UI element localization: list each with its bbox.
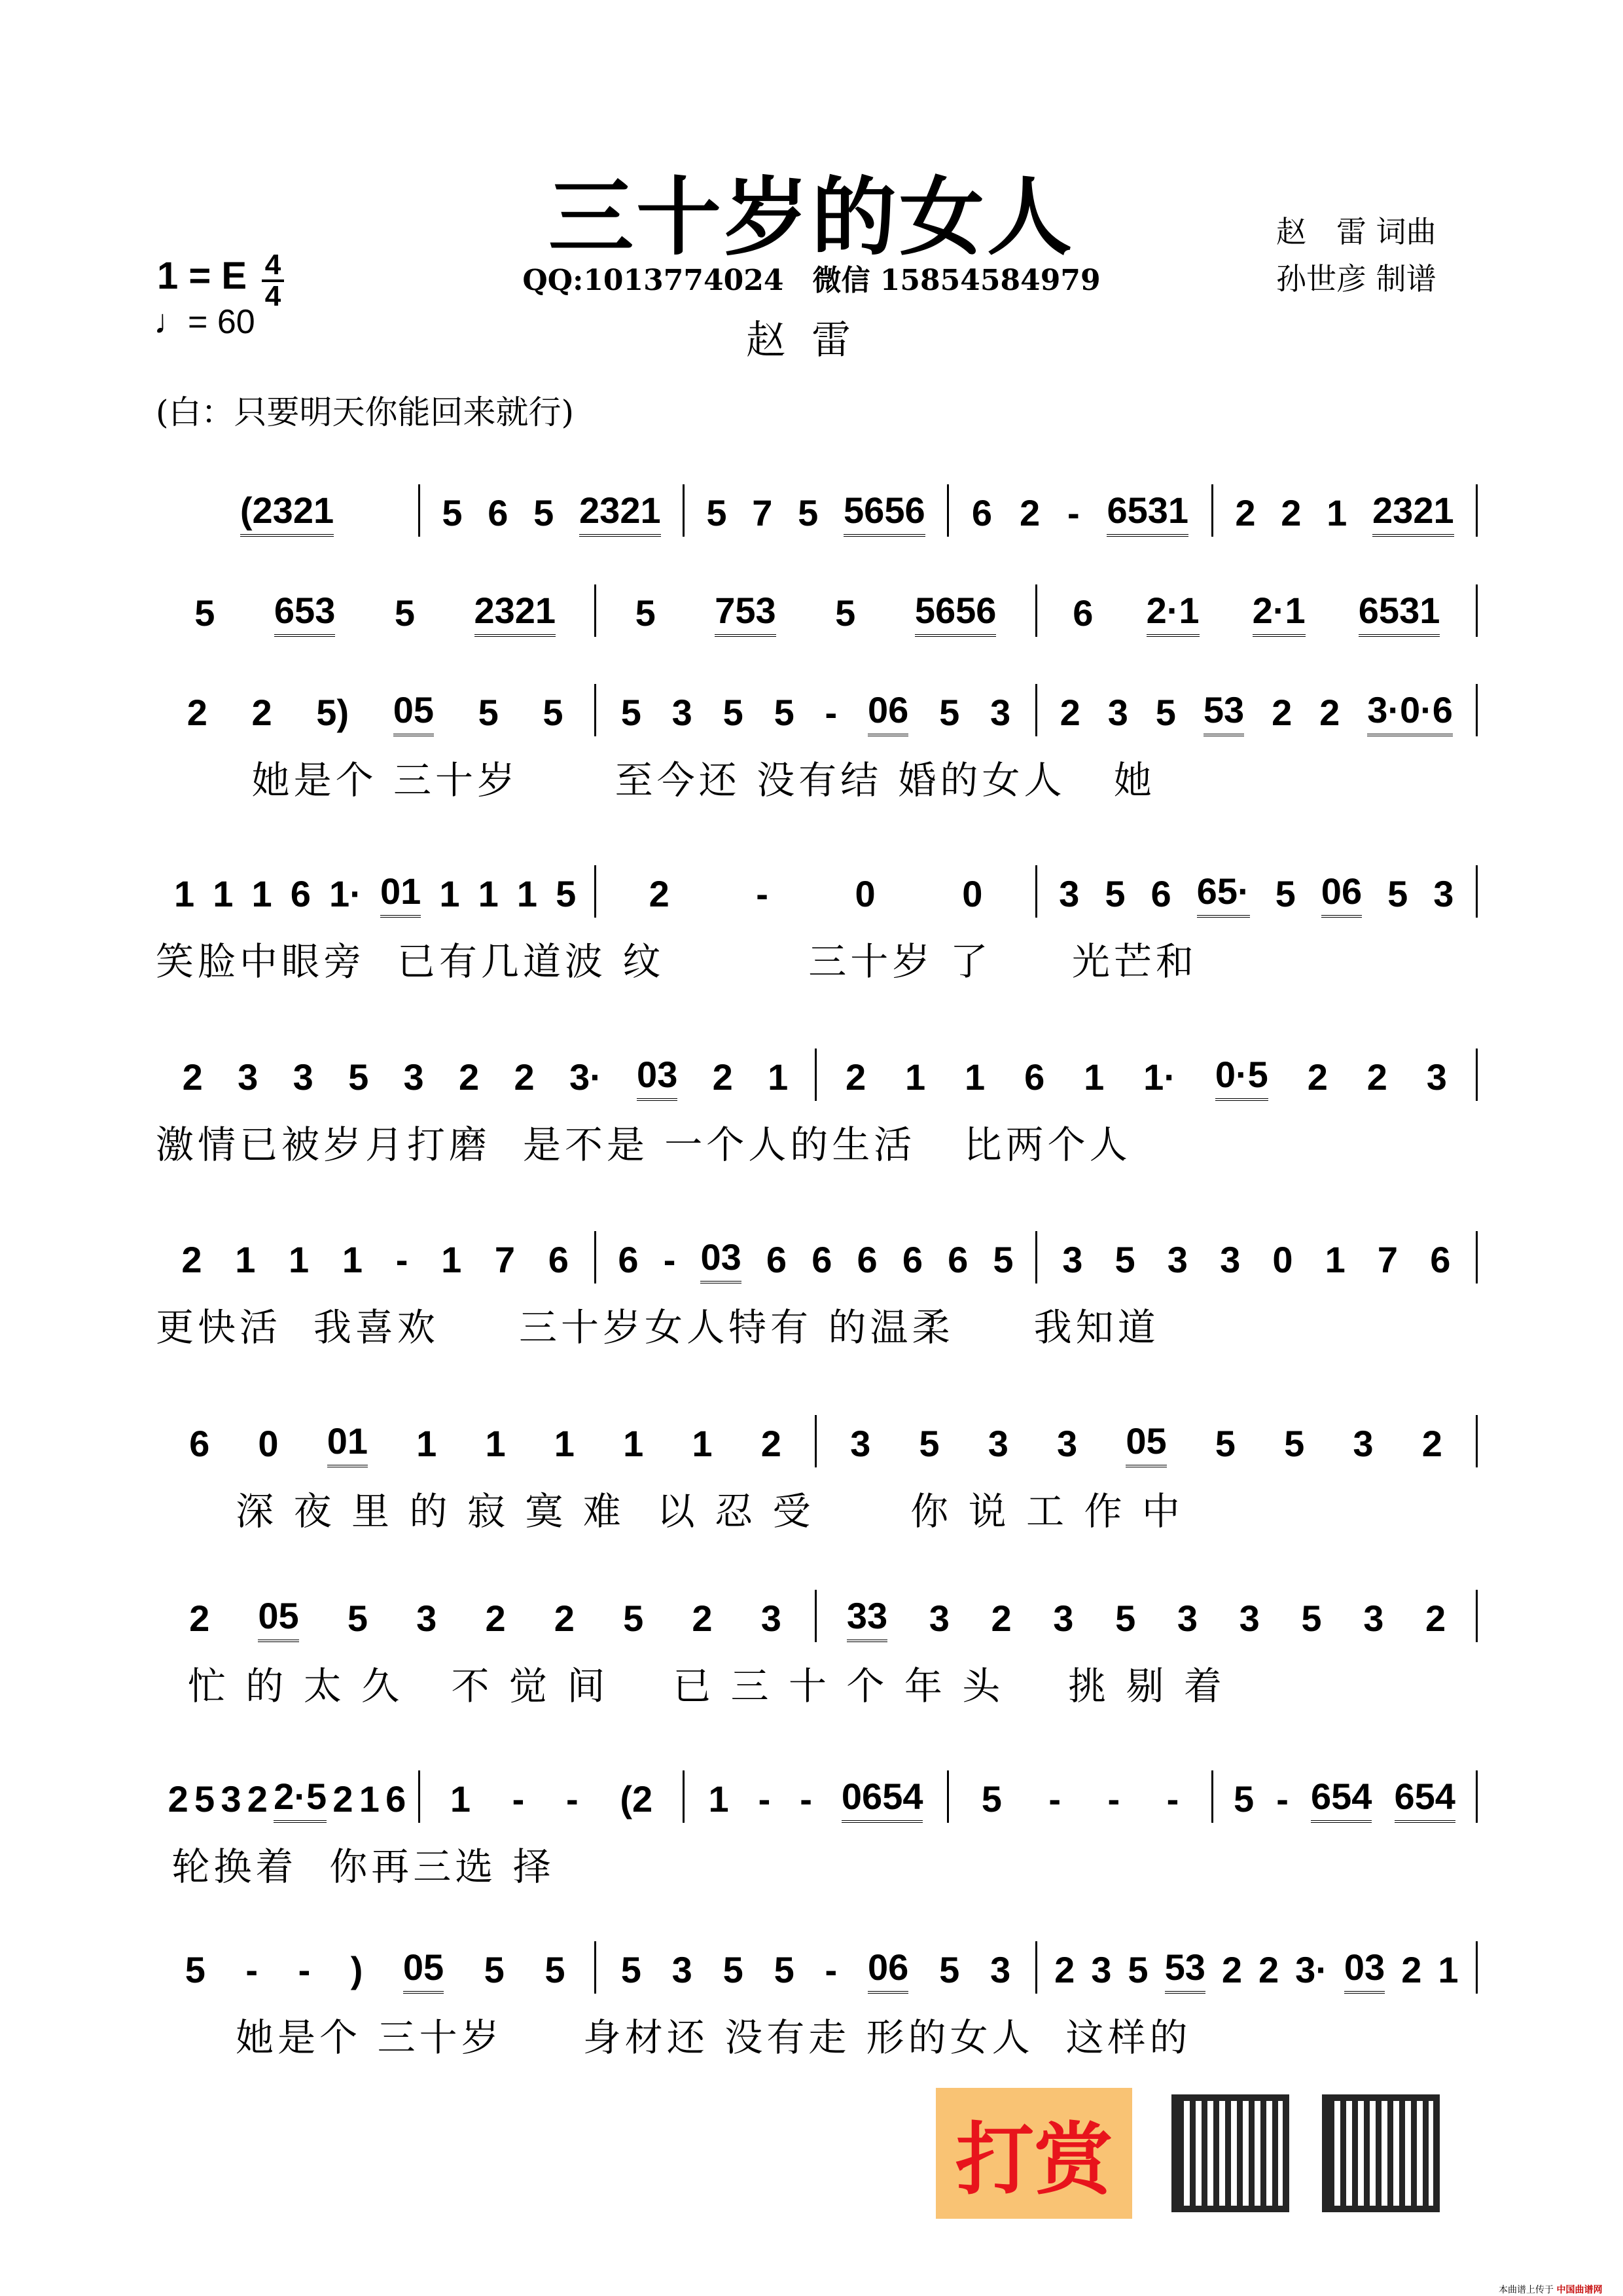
measure [156,584,596,637]
note: 5 [939,692,960,733]
note: 5 [623,1598,644,1639]
note: 3·0·6 [1367,689,1453,736]
note: 2 [712,1056,733,1098]
note: 2 [1235,492,1256,533]
measure [596,584,1037,637]
note: 2 [459,1056,480,1098]
note: - [1048,1778,1061,1820]
song-title: 三十岁的女人 [548,167,1075,267]
note: 01 [327,1420,368,1467]
note: - [758,1778,771,1820]
note: 1 [623,1423,644,1464]
note: 2 [1272,692,1293,733]
reward-button[interactable]: 打赏 [936,2088,1132,2219]
note: 5 [484,1949,505,1990]
measure [1037,1941,1478,1994]
note: 2 [991,1598,1012,1639]
measure [420,484,685,537]
measure [685,484,949,537]
note: 3· [569,1056,602,1098]
note: 6 [971,492,993,533]
note: 5 [543,692,563,733]
measure [156,1590,817,1642]
note: 6 [902,1239,923,1280]
note: 6 [1150,873,1171,914]
note: 6 [548,1239,569,1280]
measure [156,1049,817,1101]
note: 5 [544,1949,565,1990]
lyric-line: 更快活 我喜欢 三十岁女人特有 的温柔 我知道 [156,1305,1160,1350]
time-signature-bottom: 4 [264,280,281,312]
note: 3 [1057,1423,1078,1464]
note: 5 [919,1423,940,1464]
note: 2 [1307,1056,1328,1098]
note: 3 [1177,1598,1198,1639]
note: 6 [189,1423,210,1464]
note: 653 [274,589,335,637]
measure [1037,865,1478,918]
key-signature: 1 = E [157,255,247,297]
note: 1· [1143,1056,1176,1098]
transcriber: 孙世彦 制谱 [1276,261,1436,296]
note: 2 [514,1056,535,1098]
note: 5 [194,592,215,634]
note: 3 [1353,1423,1374,1464]
measure [156,865,596,918]
note: - [800,1778,812,1820]
note: 05 [403,1946,444,1994]
note: 06 [868,1946,908,1994]
note: 5 [620,692,641,733]
note: 5 [1155,692,1176,733]
note: 2 [247,1778,268,1820]
note: 2 [1019,492,1041,533]
measure [817,1415,1478,1467]
note: 2 [1258,1949,1279,1990]
measure [156,484,420,537]
lyric-line: 深 夜 里 的 寂 寞 难 以 忍 受 你 说 工 作 中 [156,1489,1184,1534]
note: 05 [393,689,434,736]
spoken-intro: (白：只要明天你能回来就行) [156,393,575,431]
note: 2 [1281,492,1302,533]
time-signature-top: 4 [264,249,281,281]
note: (2 [620,1778,653,1820]
lyric-line: 她是个 三十岁 至今还 没有结 婚的女人 她 [156,758,1156,802]
note: 1 [441,1239,462,1280]
note: 5 [620,1949,641,1990]
measure [949,484,1213,537]
note: 3 [1167,1239,1188,1280]
note: 0 [258,1423,279,1464]
note: 5 [939,1949,960,1990]
note: 5 [533,492,554,533]
note: 2 [1401,1949,1422,1990]
note: 2 [181,1239,202,1280]
measure [596,1941,1037,1994]
note: (2321 [240,489,334,537]
note: 6 [290,873,311,914]
note: 5 [1115,1239,1135,1280]
note: 5656 [915,589,997,637]
note: 654 [1311,1775,1372,1823]
note: 6 [857,1239,878,1280]
measure [596,865,1037,918]
note: 6 [766,1239,787,1280]
note: 5 [1105,873,1126,914]
note: 06 [1321,870,1362,918]
note: 03 [1344,1946,1385,1994]
lyric-line: 轮换着 你再三选 择 [156,1844,555,1889]
measure [156,1231,596,1283]
contact-info: QQ:1013774024 微信 15854584979 [522,264,1101,297]
note: 2 [251,692,272,733]
note: 3 [1059,873,1080,914]
note: 2 [189,1598,210,1639]
measure [156,1415,817,1467]
note: 3 [293,1056,313,1098]
note: 3 [850,1423,871,1464]
note: 5 [722,692,743,733]
note: 1 [692,1423,713,1464]
note: - [512,1778,525,1820]
note: 2·5 [274,1775,327,1823]
note: 3 [929,1598,950,1639]
note: 1 [342,1239,363,1280]
note: - [395,1239,408,1280]
note: 5 [556,873,577,914]
note: 5 [347,1598,368,1639]
note: 3 [1426,1056,1447,1098]
measure [1037,584,1478,637]
note: 5 [635,592,656,634]
note: 5 [1215,1423,1236,1464]
note: 1 [554,1423,575,1464]
note: 7 [494,1239,516,1280]
note: 2 [187,692,207,733]
lyric-line: 激情已被岁月打磨 是不是 一个人的生活 比两个人 [156,1122,1132,1167]
measure [596,684,1037,736]
upload-note-text: 本曲谱上传于 [1499,2285,1554,2295]
staff-line [156,1590,1478,1642]
note: 53 [1204,689,1244,736]
site-logo[interactable]: 中国曲谱网 [1556,2285,1603,2295]
note: 65· [1197,870,1250,918]
note: 5 [194,1778,215,1820]
note: 3 [990,692,1011,733]
note: 0 [855,873,876,914]
note: 7 [1377,1239,1399,1280]
note: 2 [649,873,669,914]
note: 1 [1438,1949,1459,1990]
note: 5 [706,492,727,533]
note: 06 [868,689,908,736]
note: 3 [988,1423,1008,1464]
staff-line [156,684,1478,736]
note: 2321 [1372,489,1454,537]
note: 6 [948,1239,969,1280]
note: 1 [359,1778,380,1820]
staff-line [156,1231,1478,1283]
note: 1 [1325,1239,1346,1280]
measure [949,1770,1213,1823]
note: 2 [332,1778,353,1820]
note: 2 [485,1598,506,1639]
note: 1 [965,1056,986,1098]
note: 2 [1060,692,1080,733]
note: 5 [993,1239,1014,1280]
note: - [663,1239,676,1280]
note: - [756,873,768,914]
staff-line [156,1941,1478,1994]
note: - [1166,1778,1179,1820]
note: 0654 [842,1775,923,1823]
note: 6 [1024,1056,1045,1098]
note: 2 [845,1056,866,1098]
note: 2 [1366,1056,1387,1098]
singer-name: 赵雷 [746,317,877,363]
note: - [1107,1778,1120,1820]
note: 1· [329,873,362,914]
note: 5 [722,1949,743,1990]
measure [1213,1770,1478,1823]
measure [156,1770,420,1823]
note: 2 [760,1423,781,1464]
note: 5 [1387,873,1408,914]
note: 3 [403,1056,424,1098]
note: 01 [380,870,421,918]
note: 1 [416,1423,437,1464]
note: 2 [1054,1949,1075,1990]
note: 1 [708,1778,729,1820]
upload-note [1499,2283,1602,2296]
lyricist-composer: 赵 雷 词曲 [1276,214,1436,249]
note: 5) [316,692,349,733]
note: 5656 [844,489,925,537]
staff-line [156,865,1478,918]
note: 2 [182,1056,203,1098]
measure [685,1770,949,1823]
note: 5 [478,692,499,733]
note: 3 [1053,1598,1074,1639]
note: 5 [1234,1778,1255,1820]
note: 03 [637,1053,677,1101]
note: 2·1 [1147,589,1200,637]
staff-line [156,1415,1478,1467]
note: 2·1 [1253,589,1306,637]
note: 6 [618,1239,639,1280]
note: 5 [774,692,794,733]
note: - [565,1778,579,1820]
staff-line [156,1049,1478,1101]
staff-line [156,1770,1478,1823]
note: 3 [760,1598,781,1639]
note: - [825,1949,838,1990]
note: 1 [1327,492,1347,533]
note: 1 [251,873,272,914]
note: 3 [671,692,692,733]
note: 5 [798,492,819,533]
note: 3 [990,1949,1011,1990]
note: 1 [768,1056,789,1098]
note: - [825,692,838,733]
note: ) [350,1949,363,1990]
note: 3 [1239,1598,1260,1639]
staff-line [156,484,1478,537]
note: - [245,1949,259,1990]
note: 6 [812,1239,832,1280]
note: 1 [235,1239,256,1280]
note: 6 [385,1778,406,1820]
note: 1 [174,873,195,914]
note: - [298,1949,311,1990]
lyric-line: 她是个 三十岁 身材还 没有走 形的女人 这样的 [156,2015,1192,2060]
note: 1 [485,1423,506,1464]
note: 6 [1430,1239,1451,1280]
note: 2 [1425,1598,1446,1639]
note: 3 [1062,1239,1083,1280]
measure [817,1590,1478,1642]
measure [1037,1231,1478,1283]
note: 3 [238,1056,259,1098]
note: 6 [488,492,508,533]
note: 5 [835,592,856,634]
note: 5 [1284,1423,1305,1464]
note: - [1067,492,1080,533]
note: 6531 [1359,589,1440,637]
note: 2 [692,1598,713,1639]
note: 2 [1421,1423,1442,1464]
measure [1213,484,1478,537]
measure [817,1049,1478,1101]
note: 654 [1395,1775,1455,1823]
note: 5 [394,592,415,634]
note: 6 [1073,592,1094,634]
note: 0·5 [1215,1053,1268,1101]
note: 5 [348,1056,369,1098]
note: 5 [774,1949,794,1990]
note: 2321 [474,589,556,637]
note: - [1276,1778,1289,1820]
note: 6531 [1107,489,1188,537]
note: 3 [1107,692,1128,733]
note: 03 [700,1236,741,1283]
note: 0 [1272,1239,1293,1280]
note: 3 [1433,873,1454,914]
staff-line [156,584,1478,637]
note: 5 [1275,873,1296,914]
note: 0 [962,873,983,914]
note: 1 [904,1056,926,1098]
measure [156,684,596,736]
note: 5 [442,492,463,533]
note: 7 [752,492,773,533]
note: 5 [185,1949,205,1990]
note: 1 [213,873,234,914]
measure [1037,684,1478,736]
note: 5 [1128,1949,1149,1990]
note: 2 [554,1598,575,1639]
measure [156,1941,596,1994]
note: 3· [1295,1949,1328,1990]
note: 753 [715,589,776,637]
note: 5 [1301,1598,1322,1639]
measure [596,1231,1037,1283]
note: 1 [289,1239,310,1280]
qr-code-icon [1322,2094,1440,2212]
note: 5 [981,1778,1002,1820]
note: 3 [416,1598,437,1639]
note: 33 [847,1594,887,1642]
note: 05 [1126,1420,1166,1467]
note: 3 [221,1778,241,1820]
note: 3 [671,1949,692,1990]
note: 53 [1165,1946,1205,1994]
lyric-line: 忙 的 太 久 不 觉 间 已 三 十 个 年 头 挑 剔 着 [156,1664,1226,1708]
note: 1 [478,873,499,914]
measure [420,1770,685,1823]
note: 2 [168,1778,188,1820]
note: 05 [258,1594,298,1642]
note: 1 [439,873,460,914]
note: 2321 [579,489,661,537]
note: 2 [1221,1949,1242,1990]
tempo-marking: ♩= 60 [154,303,255,341]
note: 3 [1091,1949,1112,1990]
note: 3 [1220,1239,1241,1280]
note: 1 [450,1778,471,1820]
qr-code-icon [1171,2094,1289,2212]
note: 2 [1319,692,1340,733]
note: 1 [516,873,537,914]
lyric-line: 笑脸中眼旁 已有几道波 纹 三十岁 了 光芒和 [156,939,1198,984]
note: 3 [1363,1598,1384,1639]
note: 1 [1084,1056,1105,1098]
note: 5 [1115,1598,1136,1639]
